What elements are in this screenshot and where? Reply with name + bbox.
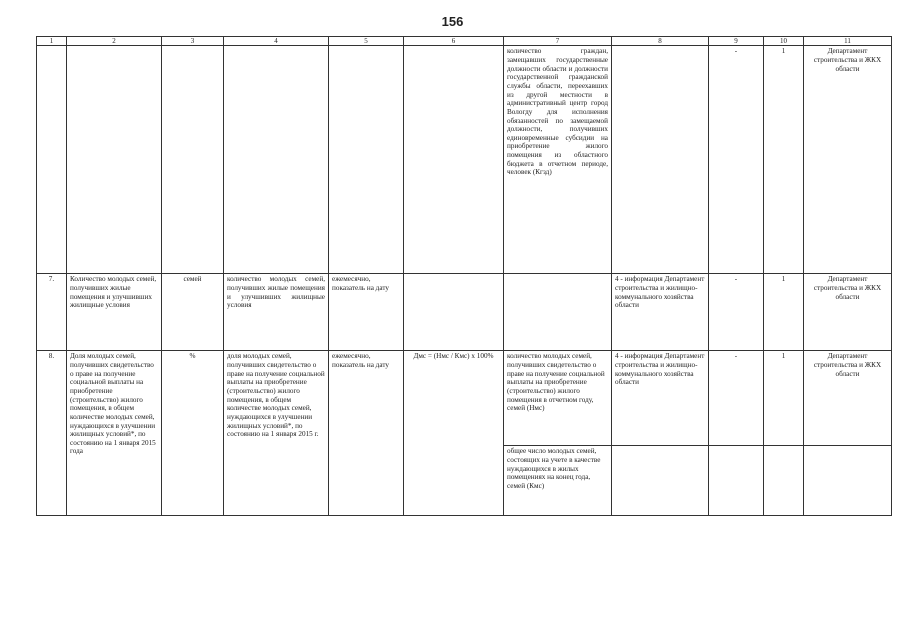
empty-cell	[804, 446, 891, 448]
row-number: 8.	[48, 352, 55, 361]
source-cell: 4 - информация Департамент строительства и жилищно-коммунального хозяйства области	[612, 351, 708, 446]
header-cell: 6	[404, 37, 504, 46]
period-cell: ежемесячно, показатель на дату	[329, 274, 404, 351]
header-cell: 7	[504, 37, 612, 46]
responsible-cell: Департамент строительства и ЖКХ области	[804, 46, 892, 274]
indicator-name: Доля молодых семей, получивших свидетельство о праве на получение социальной выплаты на приобретение (строительство) жилого помещения, в общем количестве молодых семей, нуждающихся в улучшении жилищных условий*, по состоянию на 1 января 2015 года	[70, 352, 156, 456]
period-cell: ежемесячно, показатель на дату	[332, 352, 389, 370]
header-cell: 8	[612, 37, 709, 46]
table-row-7	[37, 274, 892, 351]
col10-cell: 1	[764, 351, 803, 446]
empty-cell	[404, 46, 504, 274]
formula-cell: Дмс = (Нмс / Кмс) x 100%	[413, 352, 494, 361]
empty-cell	[764, 446, 803, 448]
header-cell: 10	[764, 37, 804, 46]
header-cell: 11	[804, 37, 892, 46]
source-cell: 4 - информация Департамент строительства и жилищно-коммунального хозяйства области	[612, 274, 709, 351]
header-cell: 2	[67, 37, 162, 46]
unit-cell: семей	[162, 274, 224, 351]
header-row	[37, 37, 892, 46]
table-row-8	[37, 351, 892, 516]
indicator-name: Количество молодых семей, получивших жилые помещения и улучшивших жилищные условия	[67, 274, 162, 351]
empty-cell	[37, 46, 67, 274]
empty-cell	[329, 46, 404, 274]
col9-cell: -	[709, 46, 764, 274]
row-number: 7.	[37, 274, 67, 351]
indicators-table	[36, 36, 892, 516]
empty-cell	[612, 446, 708, 448]
header-cell: 9	[709, 37, 764, 46]
empty-cell	[709, 446, 763, 448]
table-row-continuation	[37, 46, 892, 274]
definition-cell: доля молодых семей, получивших свидетельство о праве на получение социальной выплаты на приобретение (строительство) жилого помещения, в общем количестве молодых семей, нуждающихся в улучшении жилищных условий*, по состоянию на 1 января 2015 г.	[227, 352, 325, 439]
basic-indicator-cell-2: общее число молодых семей, состоящих на учете в качестве нуждающихся в жилых помещениях на конец года, семей (Кмс)	[507, 447, 601, 490]
basic-indicator-cell-1: количество молодых семей, получивших свидетельство о праве на получение социальной выплаты на приобретение (строительство) жилого помещения в отчетном году, семей (Нмс)	[504, 351, 611, 446]
col10-cell: 1	[764, 274, 804, 351]
responsible-cell: Департамент строительства и ЖКХ области	[804, 274, 892, 351]
empty-cell	[67, 46, 162, 274]
col9-cell: -	[709, 351, 763, 446]
unit-cell: %	[189, 352, 196, 361]
header-cell: 3	[162, 37, 224, 46]
empty-cell	[224, 46, 329, 274]
empty-cell	[162, 46, 224, 274]
empty-cell	[612, 46, 709, 274]
col9-cell: -	[709, 274, 764, 351]
formula-cell	[404, 274, 504, 351]
header-cell: 1	[37, 37, 67, 46]
header-cell: 4	[224, 37, 329, 46]
basic-indicator-cell: количество граждан, замещавших государственные должности области и должности государственной гражданской службы области, переехавших из другой местности в административный центр город Вологду для исполнения обязанностей по замещаемой должности, получивших единовременные субсидии на приобретение жилого помещения из областного бюджета в отчетном периоде, человек (Кгзд)	[504, 46, 612, 274]
definition-cell: количество молодых семей, получивших жилые помещения и улучшивших жилищные условия	[224, 274, 329, 351]
responsible-cell: Департамент строительства и ЖКХ области	[804, 351, 891, 446]
basic-indicator-cell	[504, 274, 612, 351]
page-number: 156	[441, 14, 464, 29]
col10-cell: 1	[764, 46, 804, 274]
header-cell: 5	[329, 37, 404, 46]
